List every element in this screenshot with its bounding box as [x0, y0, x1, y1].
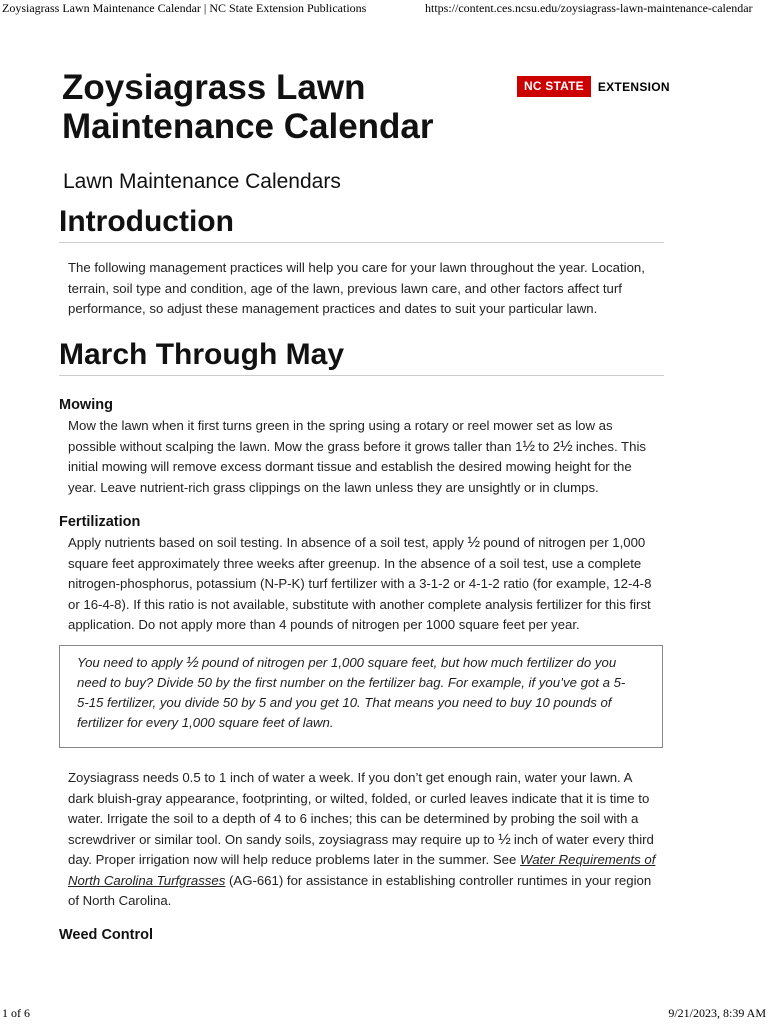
nc-state-extension-logo[interactable] [517, 76, 670, 97]
heading-march-through-may: March Through May [59, 338, 664, 376]
document-series: Lawn Maintenance Calendars [63, 170, 341, 193]
print-page-count: 1 of 6 [2, 1006, 30, 1020]
watering-text-2: inch of water every third day. Proper irrigation now will help reduce problems later in the summer. See [68, 831, 654, 867]
heading-mowing: Mowing [59, 397, 113, 413]
watering-text-3: (AG-661) for assistance in establishing controller runtimes in your region of North Carolina. [68, 872, 652, 908]
fraction-half: ½ [560, 437, 573, 455]
fraction-half: ½ [186, 654, 199, 671]
print-page-title: Zoysiagrass Lawn Maintenance Calendar | NC State Extension Publications [2, 1, 367, 15]
mowing-text-1: Mow the lawn when it first turns green in the spring using a rotary or reel mower set as low as possible without scalping the lawn. Mow the grass before it grows taller than 1 [68, 418, 613, 454]
print-header [0, 0, 768, 18]
fertilizer-calculation-callout [59, 645, 663, 748]
document-title: Zoysiagrass Lawn Maintenance Calendar [62, 68, 434, 146]
heading-introduction: Introduction [59, 205, 664, 243]
callout-text-2: pound of nitrogen per 1,000 square feet, but how much fertilizer do you need to buy? Divide 50 by the first number on the fertilizer bag. For example, if you’ve got a 5-5-15 fertilizer, you divide 50 by 5 and you get 10. That means you need to buy 10 pounds of fertilizer for every 1,000 square feet of lawn. [77, 655, 626, 730]
fertilization-body [68, 533, 658, 636]
heading-weed-control: Weed Control [59, 927, 153, 943]
heading-fertilization: Fertilization [59, 514, 141, 530]
callout-text [77, 653, 637, 733]
fraction-half: ½ [467, 534, 480, 551]
brand-extension: EXTENSION [597, 79, 670, 94]
callout-text-1: You need to apply [77, 655, 187, 670]
watering-body [68, 768, 658, 912]
mowing-body [68, 416, 658, 498]
fraction-half: ½ [498, 830, 511, 848]
water-requirements-link[interactable]: Water Requirements of North Carolina Turfgrasses [68, 852, 656, 888]
fertilization-text-1: Apply nutrients based on soil testing. In absence of a soil test, apply [68, 535, 468, 550]
mowing-text-3: inches. This initial mowing will remove excess dormant tissue and establish the desired mowing height for the year. Leave nutrient-rich grass clippings on the lawn unless they are unsightly or in clumps. [68, 438, 646, 495]
print-footer [0, 1006, 768, 1024]
brand-nc-state: NC STATE [517, 76, 591, 97]
print-url: https://content.ces.ncsu.edu/zoysiagrass-lawn-maintenance-calendar [425, 1, 753, 15]
introduction-body: The following management practices will help you care for your lawn throughout the year. Location, terrain, soil type and condition, age of the lawn, previous lawn care, and other factors affect turf performance, so adjust these management practices and dates to suit your particular lawn. [68, 260, 645, 316]
fraction-half: ½ [522, 437, 535, 455]
watering-text-1: Zoysiagrass needs 0.5 to 1 inch of water a week. If you don’t get enough rain, water your lawn. A dark bluish-gray appearance, footprinting, or wilted, folded, or curled leaves indicate that it is time to water. Irrigate the soil to a depth of 4 to 6 inches; this can be determined by probing the soil with a screwdriver or similar tool. On sandy soils, zoysiagrass may require up to [68, 770, 650, 847]
print-timestamp: 9/21/2023, 8:39 AM [668, 1006, 766, 1020]
mowing-text-2: to 2 [534, 438, 561, 454]
fertilization-text-2: pound of nitrogen per 1,000 square feet approximately three weeks after greenup. In the absence of a soil test, use a complete nitrogen-phosphorus, potassium (N-P-K) turf fertilizer with a 3-1-2 or 4-1-2 ratio (for example, 12-4-8 or 16-4-8). If this ratio is not available, substitute with another complete analysis fertilizer for this first application. Do not apply more than 4 pounds of nitrogen per 1000 square feet per year. [68, 535, 652, 632]
